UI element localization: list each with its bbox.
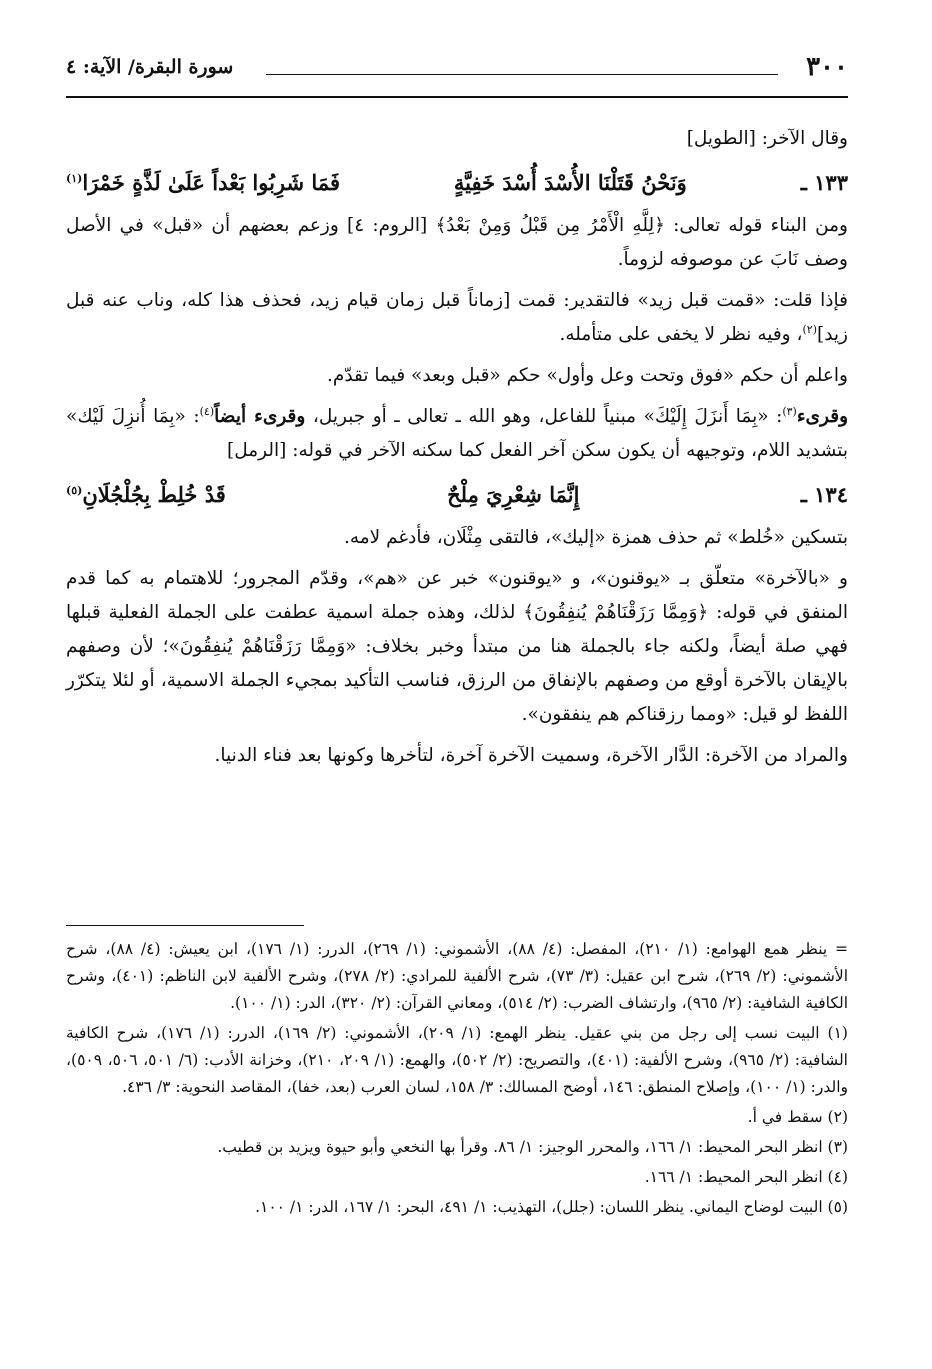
verse-number: ١٣٤ ـ	[800, 482, 848, 507]
main-text	[66, 122, 848, 780]
footnote-marker: (٢)	[802, 322, 817, 336]
paragraph-text: ، وفيه نظر لا يخفى على متأمله.	[559, 324, 803, 345]
header-rule	[66, 96, 848, 98]
footnote-4: (٤) انظر البحر المحيط: ١/ ١٦٦.	[644, 1168, 848, 1186]
verse-second-hemistich-text: قَدْ خُلِطْ بِجُلْجُلَانِ	[82, 482, 226, 507]
paragraph-quran-example: ومن البناء قوله تعالى: ﴿لِلَّهِ الْأَمْرُ مِن قَبْلُ وَمِنْ بَعْدُ﴾ [الروم: ٤] وزعم بعضهم أن «قبل» في الأصل وصف نَابَ عن موصوفه لزوماً.	[66, 215, 848, 270]
header-leader-line	[266, 74, 778, 75]
paragraph-text: : «بِمَا أُنزِلَ لَيْك» بتشديد اللام، وتوجيهه أن يكون سكن آخر الفعل كما سكنه الآخر في قوله: [الرمل]	[66, 406, 848, 461]
bold-lead: وقرىء أيضاً	[214, 406, 306, 427]
paragraph-akhira: والمراد من الآخرة: الدَّار الآخرة، وسميت الآخرة آخرة، لتأخرها وكونها بعد فناء الدنيا.	[214, 745, 848, 766]
footnote-1: (١) البيت نسب إلى رجل من بني عقيل. ينظر الهمع: (١/ ٢٠٩)، الأشموني: (٢/ ١٦٩)، الدرر: (١/ ١٧٦)، شرح الكافية الشافية: (٢/ ٩٦٥)، وشرح الألفية: (٤٠١)، والتصريح: (٢/ ٥٠٢)، والهمع: (١/ ٢٠٩، ٢١٠)، وخزانة الأدب: (٦/ ٥٠١، ٥٠٦، ٥٠٩)، والدر: (١/ ١٠٠)، وإصلاح المنطق: ١٤٦، أوضح المسالك: ٣/ ١٥٨، لسان العرب (بعد، خفا)، المقاصد النحوية: ٣/ ٤٣٦.	[66, 1024, 848, 1096]
footnote-marker: (٥)	[66, 484, 83, 497]
footnote-2: (٢) سقط في أ.	[747, 1108, 848, 1126]
paragraph-grammar: و «بالآخرة» متعلّق بـ «يوقنون»، و «يوقنون» خبر عن «هم»، وقدّم المجرور؛ للاهتمام به كما قدم المنفق في قوله: ﴿وَمِمَّا رَزَقْنَاهُمْ يُنفِقُونَ﴾ لذلك، وهذه جملة اسمية عطفت على الجملة الفعلية قبلها فهي صلة أيضاً، ولكنه جاء بالجملة هنا من مبتدأ وخبر بخلاف: «وَمِمَّا رَزَقْنَاهُمْ يُنفِقُونَ»؛ لأن وصفهم بالإيقان بالآخرة أوقع من وصفهم بالإنفاق من الرزق، فناسب التأكيد بمجيء الجملة الاسمية، أو لئلا يتكرّر اللفظ لو قيل: «ومما رزقناكم هم ينفقون».	[66, 568, 848, 725]
footnote-marker: (٣)	[782, 404, 797, 418]
footnote-5: (٥) البيت لوضاح اليماني. ينظر اللسان: (جلل)، التهذيب: ١/ ٤٩١، البحر: ١/ ١٦٧، الدر: ١/ ١٠٠.	[255, 1198, 848, 1216]
footnote-marker: (٤)	[199, 404, 215, 418]
running-title: سورة البقرة/ الآية: ٤	[66, 56, 234, 78]
verse-number: ١٣٣ ـ	[800, 170, 848, 195]
verse-second-hemistich-text: فَمَا شَرِبُوا بَعْداً عَلَىٰ لَذَّةٍ خَمْرَا	[82, 170, 341, 195]
paragraph-taqdir	[66, 284, 848, 352]
verse-first-hemistich: وَنَحْنُ قَتَلْنَا الأُسْدَ أُسْدَ خَفِيَّةٍ	[453, 170, 687, 195]
page-number: ٣٠٠	[806, 52, 848, 82]
paragraph-taskeen: بتسكين «خُلط» ثم حذف همزة «إليك»، فالتقى مِثْلَان، فأدغم لامه.	[343, 527, 848, 548]
footnote-3: (٣) انظر البحر المحيط: ١/ ١٦٦، والمحرر الوجيز: ١/ ٨٦. وقرأ بها النخعي وأبو حيوة ويزيد بن قطيب.	[217, 1138, 848, 1156]
verse-first-hemistich: إِنَّمَا شِعْرِيَ مِلْحٌ	[447, 482, 580, 507]
paragraph-text: فإذا قلت: «قمت قبل زيد» فالتقدير: قمت [زماناً قبل زمان قيام زيد، فحذف هذا كله، وناب عنه قبل زيد]	[66, 290, 848, 345]
footnotes	[66, 936, 848, 1224]
page-header	[66, 52, 848, 96]
verse-second-hemistich	[66, 163, 340, 203]
paragraph-intro: وقال الآخر: [الطويل]	[686, 128, 848, 149]
paragraph-text: : «بِمَا أَنزَلَ إِلَيْكَ» مبنياً للفاعل، وهو الله ـ تعالى ـ أو جبريل،	[312, 406, 783, 427]
bold-lead: وقرىء	[796, 406, 849, 427]
poetry-line-133	[66, 163, 848, 203]
poetry-line-134	[66, 475, 848, 515]
paragraph-readings	[66, 400, 848, 468]
verse-second-hemistich	[66, 475, 226, 515]
paragraph-rule: واعلم أن حكم «فوق وتحت وعل وأول» حكم «قبل وبعد» فيما تقدّم.	[326, 365, 848, 386]
footnote-separator	[66, 925, 304, 926]
footnote-continued: = ينظر همع الهوامع: (١/ ٢١٠)، المفصل: (٤/ ٨٨)، الأشموني: (١/ ٢٦٩)، الدرر: (١/ ١٧٦)، ابن يعيش: (٤/ ٨٨)، شرح الأشموني: (٢/ ٢٦٩)، شرح ابن عقيل: (٣/ ٧٣)، شرح الألفية للمرادي: (٢/ ٢٧٨)، وشرح الألفية لابن الناظم: (٤٠١)، وشرح الكافية الشافية: (٢/ ٩٦٥)، وارتشاف الضرب: (٢/ ٥١٤)، ومعاني القرآن: (٢/ ٣٢٠)، الدر: (١/ ١٠٠).	[66, 940, 849, 1012]
footnote-marker: (١)	[66, 172, 83, 185]
